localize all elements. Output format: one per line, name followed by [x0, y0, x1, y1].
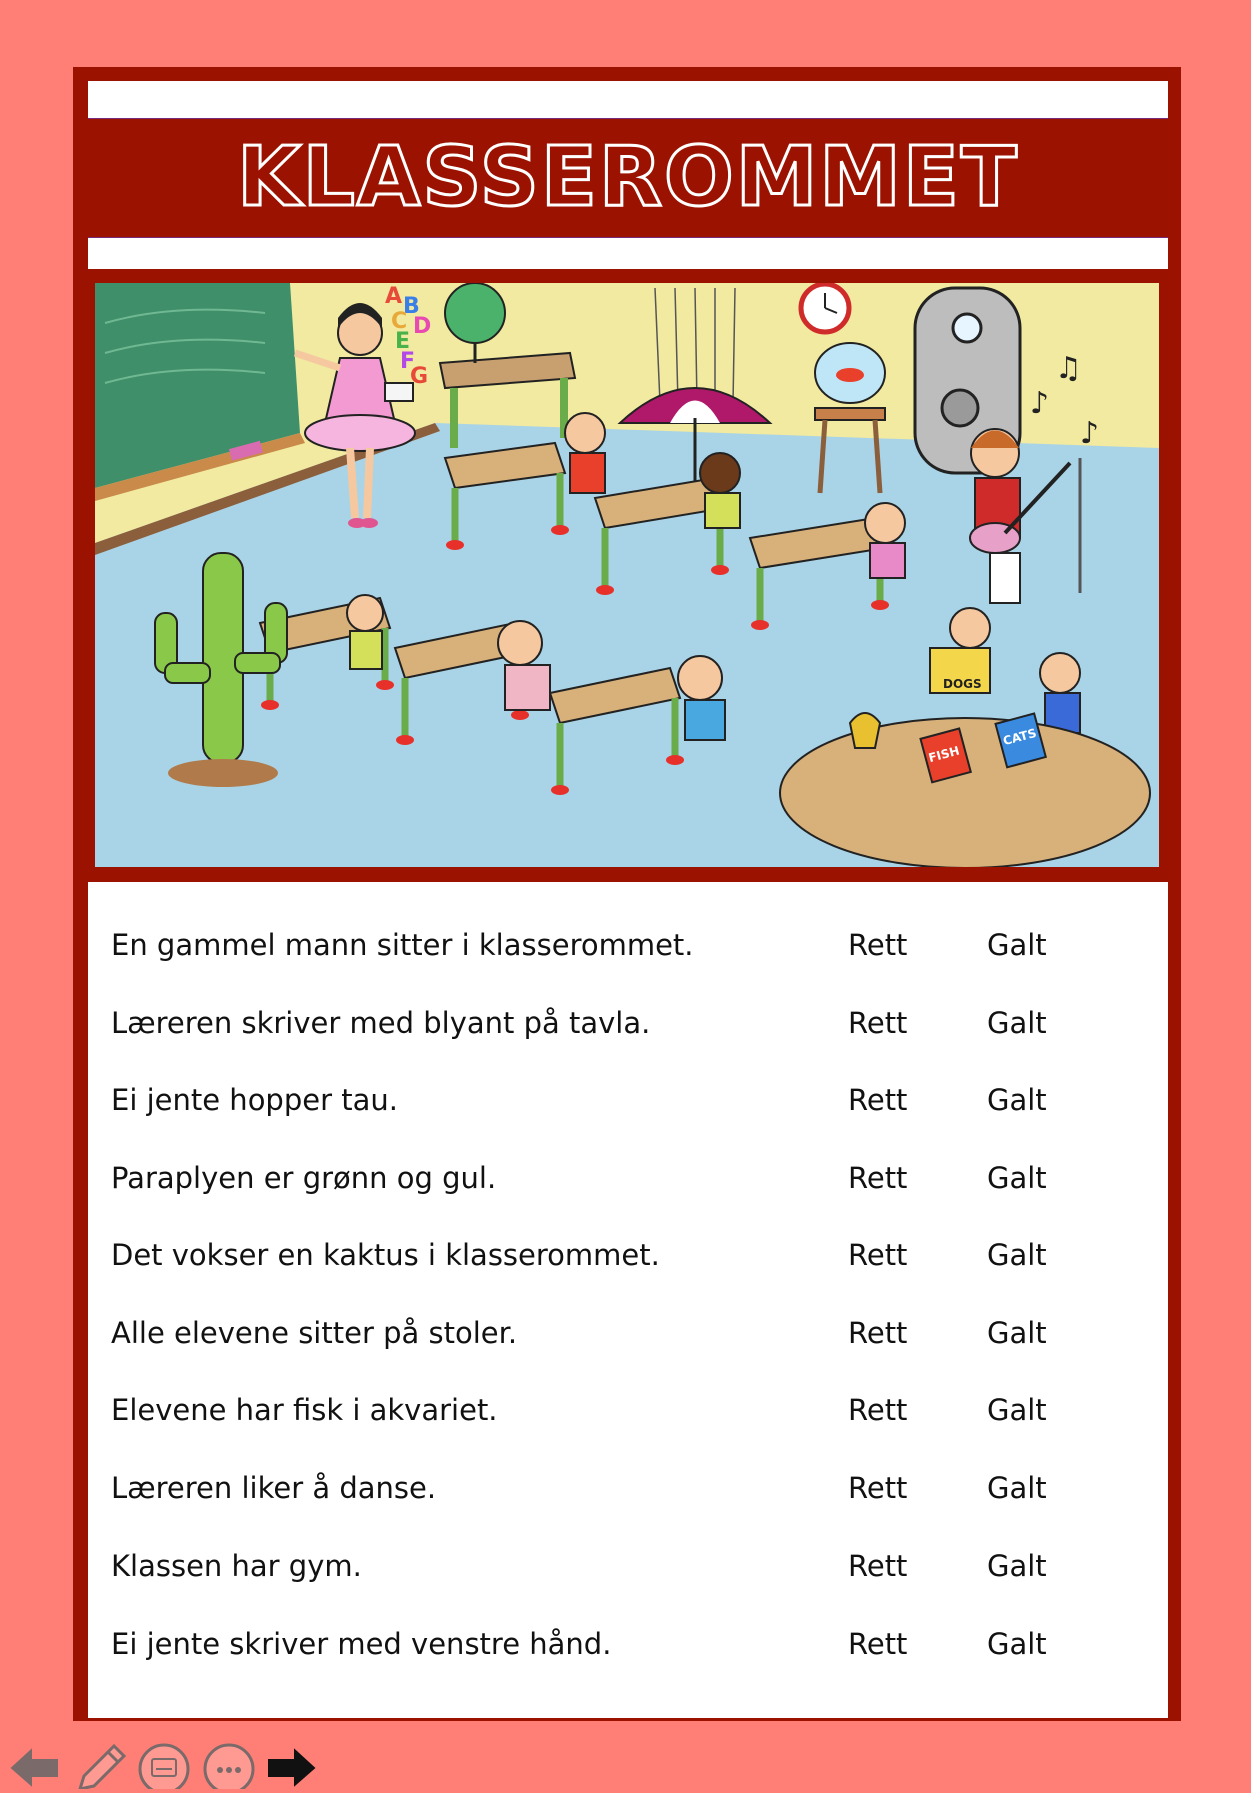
- book-label-cats: CATS: [1001, 725, 1038, 749]
- galt-option[interactable]: Galt: [987, 928, 1047, 962]
- svg-text:♪: ♪: [1030, 386, 1050, 421]
- question-row: [111, 1316, 1151, 1366]
- back-arrow-icon[interactable]: [5, 1740, 63, 1793]
- alphabet-letter: E: [395, 329, 411, 354]
- svg-text:♪: ♪: [1080, 416, 1100, 451]
- question-row: [111, 1083, 1151, 1133]
- pen-icon[interactable]: [70, 1740, 128, 1793]
- alphabet-letter: F: [400, 349, 416, 374]
- rett-option[interactable]: Rett: [848, 1393, 908, 1427]
- question-text: Det vokser en kaktus i klasserommet.: [111, 1238, 660, 1272]
- rett-option[interactable]: Rett: [848, 1549, 908, 1583]
- question-row: [111, 1471, 1151, 1521]
- question-row: [111, 1006, 1151, 1056]
- rett-option[interactable]: Rett: [848, 1471, 908, 1505]
- title-panel: [88, 81, 1168, 269]
- alphabet-letter: B: [403, 294, 420, 319]
- subtitles-icon[interactable]: [135, 1740, 193, 1793]
- rett-option[interactable]: Rett: [848, 1161, 908, 1195]
- alphabet-letter: D: [413, 314, 432, 339]
- galt-option[interactable]: Galt: [987, 1161, 1047, 1195]
- galt-option[interactable]: Galt: [987, 1316, 1047, 1350]
- question-text: Ei jente hopper tau.: [111, 1083, 398, 1117]
- question-row: [111, 1549, 1151, 1599]
- question-text: Paraplyen er grønn og gul.: [111, 1161, 497, 1195]
- book-label-fish: FISH: [927, 743, 961, 766]
- question-row: [111, 1627, 1151, 1677]
- question-text: Ei jente skriver med venstre hånd.: [111, 1627, 612, 1661]
- question-text: En gammel mann sitter i klasserommet.: [111, 928, 694, 962]
- page-title: KLASSEROMMET: [237, 130, 1019, 225]
- galt-option[interactable]: Galt: [987, 1083, 1047, 1117]
- galt-option[interactable]: Galt: [987, 1627, 1047, 1661]
- question-text: Alle elevene sitter på stoler.: [111, 1316, 518, 1350]
- galt-option[interactable]: Galt: [987, 1549, 1047, 1583]
- rett-option[interactable]: Rett: [848, 1006, 908, 1040]
- rett-option[interactable]: Rett: [848, 928, 908, 962]
- question-text: Læreren skriver med blyant på tavla.: [111, 1006, 651, 1040]
- galt-option[interactable]: Galt: [987, 1471, 1047, 1505]
- galt-option[interactable]: Galt: [987, 1006, 1047, 1040]
- rett-option[interactable]: Rett: [848, 1238, 908, 1272]
- title-band: [88, 118, 1168, 238]
- rett-option[interactable]: Rett: [848, 1316, 908, 1350]
- true-false-questions: [88, 882, 1168, 1718]
- question-row: [111, 1238, 1151, 1288]
- forward-arrow-icon[interactable]: [263, 1740, 321, 1793]
- alphabet-letter: A: [385, 284, 403, 309]
- more-icon[interactable]: [200, 1740, 258, 1793]
- question-text: Elevene har fisk i akvariet.: [111, 1393, 498, 1427]
- alphabet-letter: C: [391, 309, 408, 334]
- galt-option[interactable]: Galt: [987, 1238, 1047, 1272]
- svg-text:♫: ♫: [1055, 351, 1082, 386]
- question-row: [111, 1393, 1151, 1443]
- book-label-dogs: DOGS: [943, 677, 982, 691]
- question-text: Klassen har gym.: [111, 1549, 362, 1583]
- rett-option[interactable]: Rett: [848, 1627, 908, 1661]
- question-text: Læreren liker å danse.: [111, 1471, 437, 1505]
- question-row: [111, 1161, 1151, 1211]
- wall-clock: [801, 284, 849, 332]
- slideshow-toolbar: [0, 1740, 330, 1789]
- question-row: [111, 928, 1151, 978]
- galt-option[interactable]: Galt: [987, 1393, 1047, 1427]
- alphabet-letter: G: [410, 364, 429, 389]
- classroom-illustration: [95, 283, 1159, 867]
- rett-option[interactable]: Rett: [848, 1083, 908, 1117]
